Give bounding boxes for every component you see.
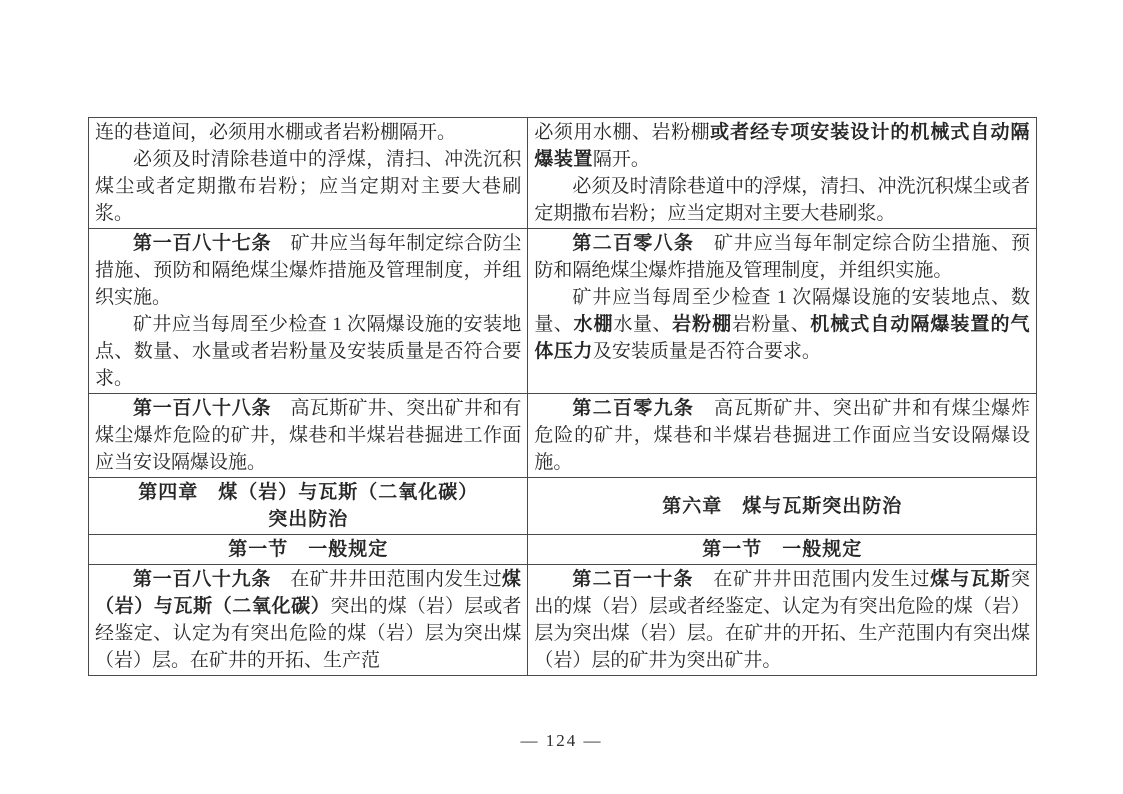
emphasized-text-run: 岩粉棚 [672,314,733,335]
text-run: 岩粉量、 [732,314,811,335]
emphasized-text-run: 第六章 煤与瓦斯突出防治 [662,495,903,517]
paragraph [95,536,521,563]
text-run: 必须及时清除巷道中的浮煤，清扫、冲洗沉积煤尘或者定期撒布岩粉；应当定期对主要大巷刷浆。 [95,149,522,224]
row-section-heading-right-cell [528,535,1036,564]
text-run: 连的巷道间，必须用水棚或者岩粉棚隔开。 [95,122,457,143]
row-article-188-209 [89,393,1036,477]
row-article-187-208-right-cell [528,229,1036,393]
paragraph [95,311,521,392]
text-run: 矿井应当每周至少检查 1 次隔爆设施的安装地点、数量、水量或者岩粉量及安装质量是否符合要求。 [95,314,522,389]
paragraph [95,506,521,533]
row-article-187-208-left-cell [89,229,528,393]
paragraph [534,566,1030,674]
paragraph [95,230,521,311]
emphasized-text-run: 第二百一十条 [572,569,694,590]
paragraph [534,173,1030,227]
text-run: 高瓦斯矿井、突出矿井和有煤尘爆炸危险的矿井，煤巷和半煤岩巷掘进工作面应当安设隔爆设施。 [534,398,1030,473]
text-run: 突出的煤（岩）层或者经鉴定、认定为有突出危险的煤（岩）层为突出煤（岩）层。在矿井的开拓、生产范围内有突出煤（岩）层的矿井为突出矿井。 [534,569,1030,671]
paragraph [534,493,1030,520]
emphasized-text-run: 突出防治 [268,509,349,530]
text-run: 矿井应当每年制定综合防尘措施、预防和隔绝煤尘爆炸措施及管理制度，并组织实施。 [534,233,1030,281]
emphasized-text-run: 第一百八十八条 [133,398,272,419]
paragraph [534,119,1030,173]
emphasized-text-run: 第一百八十九条 [133,569,272,590]
row-article-189-210-left-cell [89,565,528,675]
row-article-188-209-right-cell [528,394,1036,477]
emphasized-text-run: 第一百八十七条 [133,233,272,254]
text-run: 在矿井井田范围内发生过 [693,569,931,590]
emphasized-text-run: 第二百零八条 [572,233,695,254]
row-chapter-heading [89,477,1036,534]
paragraph [95,479,521,506]
paragraph [95,119,521,146]
row-article-187-208 [89,228,1036,393]
row-dust-isolation-continued [89,118,1036,228]
row-article-189-210 [89,564,1036,675]
paragraph [534,284,1030,365]
emphasized-text-run: 煤（岩）与瓦斯（二氧化碳） [95,569,522,617]
text-run: 矿井应当每年制定综合防尘措施、预防和隔绝煤尘爆炸措施及管理制度，并组织实施。 [95,233,522,308]
emphasized-text-run: 煤与瓦斯 [930,569,1011,590]
text-run: 必须及时清除巷道中的浮煤，清扫、冲洗沉积煤尘或者定期撒布岩粉；应当定期对主要大巷刷浆。 [534,176,1030,224]
emphasized-text-run: 第四章 煤（岩）与瓦斯（二氧化碳） [138,482,479,503]
paragraph [534,230,1030,284]
text-run: 矿井应当每周至少检查 1 次隔爆设施的安装地点、数量、 [534,287,1030,335]
row-section-heading-left-cell [89,535,528,564]
emphasized-text-run: 或者经专项安装设计的机械式自动隔爆装置 [534,122,1030,170]
row-article-188-209-left-cell [89,394,528,477]
row-chapter-heading-left-cell [89,478,528,534]
text-run: 及安装质量是否符合要求。 [592,341,821,362]
emphasized-text-run: 第一节 一般规定 [228,539,389,560]
row-dust-isolation-continued-right-cell [528,118,1036,228]
text-run: 必须用水棚、岩粉棚 [534,122,711,143]
text-run: 水量、 [613,314,673,335]
row-section-heading [89,534,1036,564]
emphasized-text-run: 水棚 [573,314,614,335]
paragraph [95,395,521,476]
text-run: 隔开。 [592,149,650,170]
paragraph [95,566,521,674]
emphasized-text-run: 第一节 一般规定 [702,539,863,560]
row-article-189-210-right-cell [528,565,1036,675]
paragraph [534,395,1030,476]
text-run: 在矿井井田范围内发生过 [271,569,502,590]
text-run: 高瓦斯矿井、突出矿井和有煤尘爆炸危险的矿井，煤巷和半煤岩巷掘进工作面应当安设隔爆设施。 [95,398,522,473]
page-number: — 124 — [520,731,603,750]
row-chapter-heading-right-cell [528,478,1036,534]
regulation-comparison-table [88,117,1037,676]
emphasized-text-run: 第二百零九条 [572,398,695,419]
paragraph [95,146,521,227]
text-run: 突出的煤（岩）层或者经鉴定、认定为有突出危险的煤（岩）层为突出煤（岩）层。在矿井的开拓、生产范 [95,596,522,671]
emphasized-text-run: 机械式自动隔爆装置的气体压力 [534,314,1030,362]
paragraph [534,536,1030,563]
row-dust-isolation-continued-left-cell [89,118,528,228]
